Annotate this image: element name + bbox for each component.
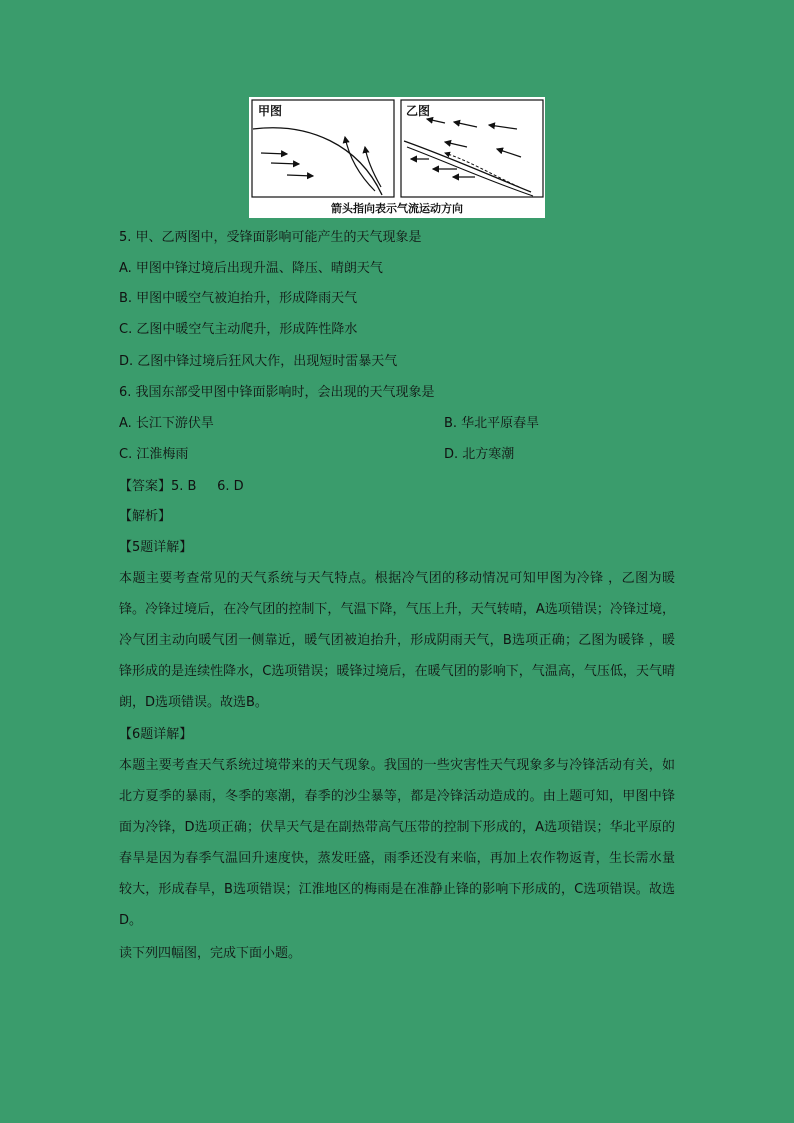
cold-air-arrow-2 <box>271 163 299 164</box>
q5-option-b: B. 甲图中暖空气被迫抬升，形成降雨天气 <box>119 291 358 306</box>
warm-rise-arrow <box>445 153 519 187</box>
detail5-title: 【5题详解】 <box>119 540 193 555</box>
q5-option-a: A. 甲图中锋过境后出现升温、降压、晴朗天气 <box>119 261 383 276</box>
q6-stem: 6. 我国东部受甲图中锋面影响时，会出现的天气现象是 <box>119 385 435 400</box>
cold-front-surface <box>253 128 382 195</box>
q5-stem: 5. 甲、乙两图中，受锋面影响可能产生的天气现象是 <box>119 230 422 245</box>
warm-front-surface <box>404 141 531 192</box>
figure-caption: 箭头指向表示气流运动方向 <box>331 202 463 215</box>
q6-option-d: D. 北方寒潮 <box>444 447 515 462</box>
panel-b-label: 乙图 <box>406 104 431 118</box>
q6-option-b: B. 华北平原春旱 <box>444 416 540 431</box>
warm-air-arrow-3 <box>489 125 517 129</box>
cold-air-arrow-3 <box>287 175 313 176</box>
panel-a-label: 甲图 <box>258 104 283 118</box>
warm-air-arrow-2 <box>454 122 477 127</box>
cold-air-arrow-1 <box>261 153 287 154</box>
warm-air-lift-arrow-1 <box>345 137 375 191</box>
detail6-title: 【6题详解】 <box>119 727 193 742</box>
answer-line: 【答案】5. B 6. D <box>119 479 244 494</box>
detail5-text: 本题主要考查常见的天气系统与天气特点。根据冷气团的移动情况可知甲图为冷锋 ，乙图为暖锋。冷锋过境后，在冷气团的控制下，气温下降，气压上升，天气转晴，A选项错误；冷锋过境，冷气团主动向暖气团一侧靠近，暖气团被迫抬升，形成阴雨天气，B选项正确；乙图为暖锋 ，暖锋形成的是连续性降水，C选项错误；暖锋过境后，在暖气团的影响下，气温高，气压低，天气晴朗，D选项错误。故选B。 <box>119 571 675 710</box>
warm-air-lift-arrow-2 <box>365 147 381 187</box>
next-prompt: 读下列四幅图，完成下面小题。 <box>119 946 302 961</box>
warm-air-arrow-1 <box>427 119 445 123</box>
q6-option-a: A. 长江下游伏旱 <box>119 416 214 431</box>
warm-air-arrow-5 <box>497 149 521 157</box>
analysis-title: 【解析】 <box>119 509 172 524</box>
q5-option-c: C. 乙图中暖空气主动爬升，形成阵性降水 <box>119 322 358 337</box>
warm-air-arrow-4 <box>445 142 467 147</box>
q6-option-c: C. 江淮梅雨 <box>119 447 189 462</box>
front-diagram-figure <box>249 97 545 218</box>
detail6-text: 本题主要考查天气系统过境带来的天气现象。我国的一些灾害性天气现象多与冷锋活动有关，如北方夏季的暴雨，冬季的寒潮，春季的沙尘暴等，都是冷锋活动造成的。由上题可知，甲图中锋面为冷锋，D选项正确；伏旱天气是在副热带高气压带的控制下形成的，A选项错误；华北平原的春旱是因为春季气温回升速度快，蒸发旺盛，雨季还没有来临，再加上农作物返青，生长需水量较大，形成春旱，B选项错误；江淮地区的梅雨是在准静止锋的影响下形成的，C选项错误。故选D。 <box>119 758 675 928</box>
q5-option-d: D. 乙图中锋过境后狂风大作，出现短时雷暴天气 <box>119 354 398 369</box>
